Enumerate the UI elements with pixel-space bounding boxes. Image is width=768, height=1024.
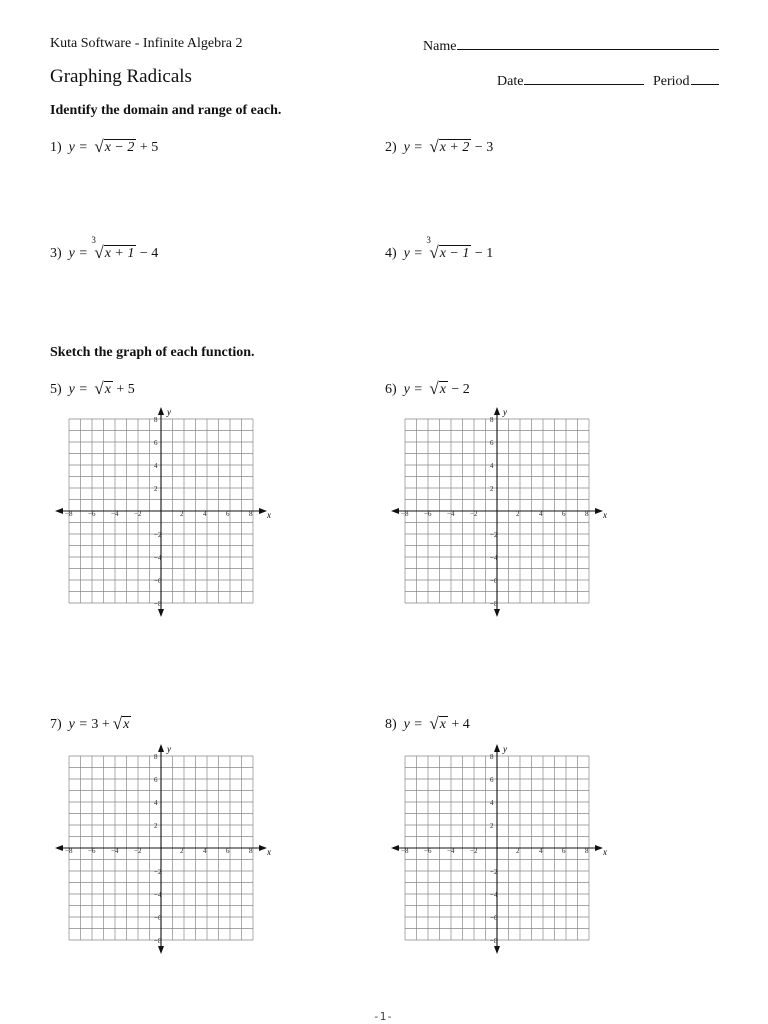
x-axis-right-arrow (259, 845, 267, 851)
x-axis-right-arrow (595, 845, 603, 851)
period-label: Period (653, 74, 690, 89)
y-axis-label: y (167, 407, 171, 417)
x-tick-label: 8 (585, 510, 589, 518)
y-axis-label: y (503, 407, 507, 417)
y-axis-up-arrow (494, 744, 500, 752)
x-axis-right-arrow (595, 508, 603, 514)
cube-radical: 3 √x − 1 (426, 235, 470, 262)
x-tick-label: −6 (424, 510, 432, 518)
y-tick-label: 2 (490, 485, 494, 493)
x-tick-label: 6 (226, 510, 230, 518)
y-tick-label: 6 (154, 776, 158, 784)
y-tick-label: 4 (154, 799, 158, 807)
cube-radical: 3 √x + 1 (91, 235, 135, 262)
x-axis-label: x (267, 510, 271, 520)
radical: √x (112, 714, 130, 733)
x-tick-label: −4 (111, 510, 119, 518)
radical: √x (429, 379, 446, 398)
x-tick-label: −8 (401, 847, 409, 855)
coordinate-grid-8[interactable] (386, 740, 610, 962)
x-axis-label: x (267, 847, 271, 857)
problem-7: 7) y = 3 + √x (50, 714, 130, 733)
y-axis-label: y (167, 744, 171, 754)
y-tick-label: 2 (154, 822, 158, 830)
problem-8: 8) y = √x + 4 (385, 714, 470, 733)
x-axis-left-arrow (55, 508, 63, 514)
x-tick-label: −4 (447, 847, 455, 855)
x-tick-label: −4 (111, 847, 119, 855)
y-tick-label: 4 (490, 799, 494, 807)
problem-5: 5) y = √x + 5 (50, 379, 135, 398)
name-blank[interactable] (457, 36, 719, 50)
y-axis-down-arrow (158, 946, 164, 954)
x-tick-label: 2 (180, 847, 184, 855)
y-tick-label: 8 (490, 416, 494, 424)
name-label: Name (423, 39, 457, 54)
x-tick-label: 2 (180, 510, 184, 518)
x-tick-label: 6 (562, 510, 566, 518)
y-tick-label: −8 (154, 937, 162, 945)
x-tick-label: 8 (585, 847, 589, 855)
x-axis-left-arrow (391, 508, 399, 514)
y-tick-label: −6 (490, 914, 498, 922)
y-tick-label: −4 (154, 554, 162, 562)
x-tick-label: 4 (203, 847, 207, 855)
radical: √x − 2 (94, 137, 135, 156)
y-tick-label: −6 (490, 577, 498, 585)
y-tick-label: −2 (490, 868, 498, 876)
y-axis-up-arrow (158, 744, 164, 752)
x-tick-label: −2 (470, 847, 478, 855)
x-tick-label: 2 (516, 847, 520, 855)
y-tick-label: −6 (154, 577, 162, 585)
x-tick-label: −6 (88, 847, 96, 855)
section1-instruction: Identify the domain and range of each. (50, 103, 282, 118)
x-tick-label: −2 (134, 847, 142, 855)
y-tick-label: −6 (154, 914, 162, 922)
y-tick-label: −8 (154, 600, 162, 608)
y-axis-down-arrow (494, 946, 500, 954)
y-tick-label: −4 (154, 891, 162, 899)
x-axis-right-arrow (259, 508, 267, 514)
y-tick-label: −2 (154, 868, 162, 876)
y-tick-label: −8 (490, 600, 498, 608)
x-tick-label: 8 (249, 510, 253, 518)
y-tick-label: 8 (490, 753, 494, 761)
section2-instruction: Sketch the graph of each function. (50, 345, 255, 360)
x-tick-label: 4 (539, 847, 543, 855)
x-axis-left-arrow (55, 845, 63, 851)
x-tick-label: 6 (562, 847, 566, 855)
date-blank[interactable] (524, 71, 644, 85)
y-tick-label: 6 (490, 776, 494, 784)
x-tick-label: −6 (424, 847, 432, 855)
date-label: Date (497, 74, 524, 89)
y-tick-label: 4 (154, 462, 158, 470)
coordinate-grid-6[interactable] (386, 403, 610, 625)
x-axis-left-arrow (391, 845, 399, 851)
problem-1: 1) y = √x − 2 + 5 (50, 137, 159, 156)
coordinate-grid-5[interactable] (50, 403, 274, 625)
y-tick-label: −4 (490, 891, 498, 899)
x-tick-label: −8 (65, 510, 73, 518)
y-tick-label: −8 (490, 937, 498, 945)
y-axis-up-arrow (494, 407, 500, 415)
y-tick-label: −2 (154, 531, 162, 539)
problem-2: 2) y = √x + 2 − 3 (385, 137, 494, 156)
y-axis-up-arrow (158, 407, 164, 415)
radical: √x (429, 714, 446, 733)
date-field[interactable] (497, 71, 644, 90)
y-tick-label: 4 (490, 462, 494, 470)
radical: √x + 2 (429, 137, 470, 156)
x-tick-label: −2 (134, 510, 142, 518)
y-tick-label: 6 (490, 439, 494, 447)
x-tick-label: 6 (226, 847, 230, 855)
y-axis-down-arrow (494, 609, 500, 617)
period-field[interactable] (653, 71, 719, 90)
x-tick-label: −8 (65, 847, 73, 855)
period-blank[interactable] (691, 71, 719, 85)
y-tick-label: 8 (154, 753, 158, 761)
x-tick-label: −2 (470, 510, 478, 518)
problem-4: 4) y = 3 √x − 1 − 1 (385, 235, 494, 262)
software-title: Kuta Software - Infinite Algebra 2 (50, 36, 243, 51)
x-tick-label: −8 (401, 510, 409, 518)
y-axis-down-arrow (158, 609, 164, 617)
x-tick-label: 4 (539, 510, 543, 518)
x-tick-label: 4 (203, 510, 207, 518)
y-axis-label: y (503, 744, 507, 754)
name-field[interactable] (423, 36, 719, 55)
x-tick-label: −4 (447, 510, 455, 518)
y-tick-label: 8 (154, 416, 158, 424)
y-tick-label: 2 (154, 485, 158, 493)
problem-3: 3) y = 3 √x + 1 − 4 (50, 235, 159, 262)
y-tick-label: −2 (490, 531, 498, 539)
worksheet-title: Graphing Radicals (50, 66, 192, 87)
y-tick-label: 2 (490, 822, 494, 830)
y-tick-label: 6 (154, 439, 158, 447)
y-tick-label: −4 (490, 554, 498, 562)
page-number: -1- (373, 1010, 393, 1023)
radical: √x (94, 379, 111, 398)
x-tick-label: −6 (88, 510, 96, 518)
coordinate-grid-7[interactable] (50, 740, 274, 962)
x-axis-label: x (603, 847, 607, 857)
problem-6: 6) y = √x − 2 (385, 379, 470, 398)
x-tick-label: 8 (249, 847, 253, 855)
x-axis-label: x (603, 510, 607, 520)
x-tick-label: 2 (516, 510, 520, 518)
